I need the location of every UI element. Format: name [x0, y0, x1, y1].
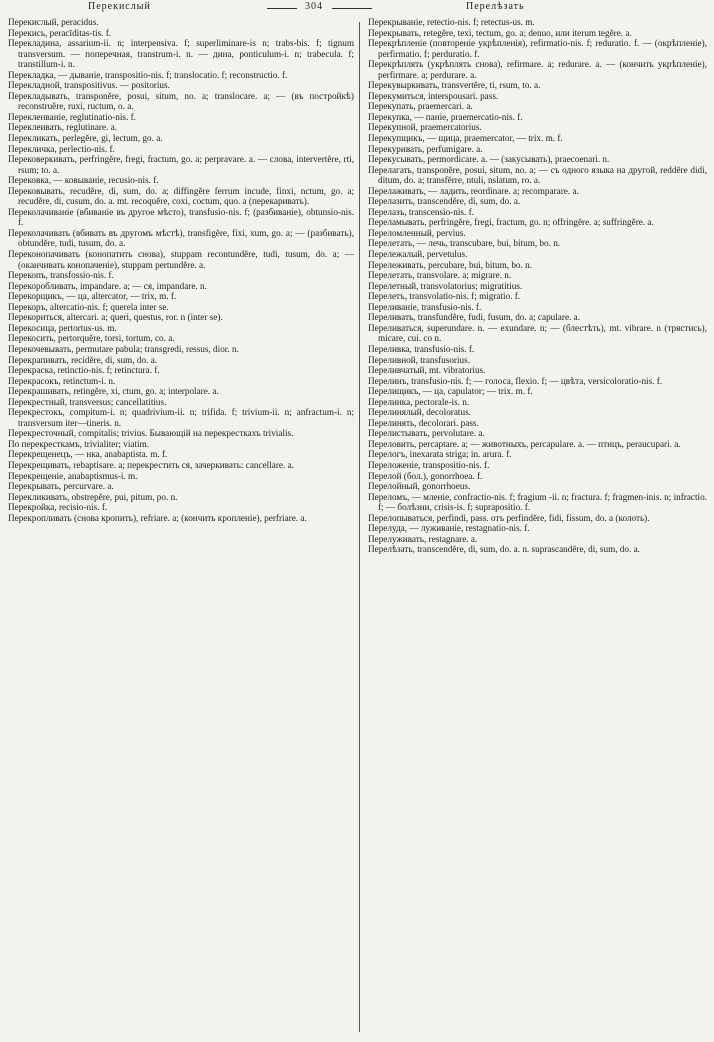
dictionary-entry: Переливчатый, mt. vibratorius. — [368, 365, 486, 376]
dictionary-entry: Переловить, percaptare. a; — животныхъ, percapulare. a. — птицъ, peraucupari. a. — [368, 438, 681, 449]
dictionary-entry: Перелинялый, decoloratus. — [368, 407, 471, 418]
dictionary-entry: Перелетать, — лечь, transcubare, bui, bitum, bo. n. — [368, 238, 561, 249]
dictionary-entry: Перекленванiе, reglutinatio-nis. f. — [8, 111, 136, 122]
header-rule-left — [267, 8, 297, 9]
running-head-left: Перекислый — [88, 1, 151, 12]
dictionary-entry: Перелетъ, transvolatio-nis. f; migratio. f. — [368, 291, 521, 302]
dictionary-entry: Перекрещенiе, anabaptismus-i. m. — [8, 470, 138, 481]
dictionary-entry: Перекориться, altercari. a; queri, questus, ror. n (inter se). — [8, 312, 223, 323]
dictionary-entry: По перекресткамъ, trivialiter; viatim. — [8, 438, 150, 449]
dictionary-entry: Перекраска, retinctio-nis. f; retinctura. f. — [8, 365, 160, 376]
dictionary-entry: Перележалый, pervetulus. — [368, 249, 468, 260]
dictionary-entry: Перекрыванiе, retectio-nis. f; retectus-us. m. — [368, 17, 535, 27]
dictionary-entry: Перекувыркивать, transvertĕre, ti, rsum, to. a. — [368, 80, 541, 91]
dictionary-entry: Переливной, transfusorius. — [368, 354, 471, 365]
dictionary-entry: Перелетный, transvolatorius; migratitius. — [368, 280, 523, 291]
page-number: 304 — [305, 1, 323, 12]
right-column — [368, 17, 707, 555]
dictionary-entry: Перелойный, gonorrhoeus. — [368, 481, 471, 492]
dictionary-entry: Перекись, peracīditas-tis. f. — [8, 27, 112, 38]
dictionary-entry: Перекрашивать, retingĕre, xi, ctum, go. a; interpolare. a. — [8, 386, 219, 397]
dictionary-entry: Перекрасокъ, retinctum-i. n. — [8, 375, 116, 386]
dictionary-entry: Перекопъ, transfossio-nis. f. — [8, 270, 114, 281]
dictionary-entry: Перелой (бол.), gonorrhoea. f. — [368, 470, 483, 481]
dictionary-entry: Перекислый, peracidus. — [8, 17, 99, 27]
dictionary-entry: Перекоръ, altercatio-nis. f; querela inter se. — [8, 301, 169, 312]
dictionary-entry: Перекресточный, compitalis; trivius. Бывающiй на перекресткахъ trivialis. — [8, 428, 294, 439]
dictionary-entry: Переливаться, superundare. n. — exundare. n; — (блестѣть), mt. vibrare. n (трястись), micare, cui. co n. — [368, 322, 707, 344]
dictionary-entry: Переломленный, pervius. — [368, 227, 466, 238]
dictionary-entry: Перекликивать, obstrepĕre, pui, pitum, po. n. — [8, 491, 178, 502]
running-head-right: Перелѣзать — [466, 1, 525, 12]
dictionary-entry: Перелуживать, restagnare. a. — [368, 533, 478, 544]
dictionary-entry: Перелинъ, transfusio-nis. f; — голоса, flexio. f; — цвѣта, versicoloratio-nis. f. — [368, 375, 663, 386]
dictionary-entry: Перекрывать, retegĕre, texi, tectum, go. a; denuo, или iterum tegĕre. a. — [368, 27, 632, 38]
dictionary-entry: Перекосить, pertorquĕre, torsi, tortum, co. a. — [8, 333, 175, 344]
column-divider — [359, 22, 360, 1032]
dictionary-entry: Переливать, transfundĕre, fudi, fusum, do. a; capulare. a. — [368, 312, 580, 323]
dictionary-entry: Перекрѣплять (укрѣплять снова), refirmare. a; redurare. a. — (кончить укрѣпленiе), perfirmare. a; perdurare. a. — [368, 59, 707, 80]
dictionary-entry: Перекупать, praemercari. a. — [368, 101, 473, 112]
dictionary-entry: Перекрещивать, rebaptisare. a; перекрестить ся, зачеркивать: cancellare. a. — [8, 459, 294, 470]
dictionary-entry: Перелинка, pectorale-is. n. — [368, 396, 470, 407]
dictionary-entry: Перекрестокъ, compitum-i. n; quadrivium-ii. n; trifida. f; trivium-ii. n; anfractum-i. n; transversum iter—tineris. n. — [8, 407, 354, 428]
dictionary-entry: Переконопачивать (конопатить снова), stuppam recontundĕre, tudi, tusum, do. a; — (оканчивать конопаченiе), stuppam pertundĕre. a. — [8, 249, 354, 270]
dictionary-entry: Перекрѣпленiе (повторенiе укрѣпленiя), refirmatio-nis. f; reduratio. f. — (окрѣпленiе), perfirmatio. f; perduratio. f. — [368, 38, 707, 59]
dictionary-entry: Перекрывать, percurvare. a. — [8, 481, 114, 492]
dictionary-entry: Перекличка, perlectio-nis. f. — [8, 143, 115, 154]
dictionary-entry: Перекупной, praemercatorius. — [368, 122, 482, 133]
dictionary-entry: Перекрапивать, recidĕre, di, sum, do. a. — [8, 354, 158, 365]
left-column — [8, 17, 354, 523]
dictionary-entry: Перелуда, — луживанiе, restagnatio-nis. f. — [368, 523, 530, 534]
dictionary-entry: Перекройка, recisio-nis. f. — [8, 502, 108, 513]
dictionary-entry: Переливанiе, transfusio-nis. f. — [368, 301, 482, 312]
dictionary-entry: Переложенiе, transpositio-nis. f. — [368, 459, 490, 470]
dictionary-entry: Перелаживать, — ладить, reordinare. a; recomparare. a. — [368, 185, 579, 196]
dictionary-entry: Перелистывать, pervolutare. a. — [368, 428, 485, 439]
dictionary-entry: Перекладной, transpositivus. — positorius. — [8, 80, 170, 91]
dictionary-entry: Перековеркивать, perfringĕre, fregi, fractum, go. a; perpravare. a. — слова, intervertĕre, rti, rsum; to. a. — [8, 154, 354, 175]
dictionary-entry: Переливка, transfusio-nis. f. — [368, 343, 475, 354]
dictionary-entry: Перекумиться, interspousari. pass. — [368, 90, 499, 101]
page-header — [0, 0, 714, 16]
dictionary-entry: Перекликать, perlegĕre, gi, lectum, go. a. — [8, 133, 163, 144]
dictionary-entry: Перелищикъ, — ца, capulator; — trix. m. f. — [368, 386, 533, 397]
dictionary-entry: Переколачиванiе (вбиванiе въ другое мѣсто), transfusio-nis. f; (разбиванiе), obtunsio-nis. f. — [8, 206, 354, 228]
header-rule-right — [332, 8, 372, 9]
dictionary-entry: Перекрестный, transversus; cancellatitius. — [8, 396, 167, 407]
dictionary-entry: Перекусывать, permordicare. a. — (закусывать), praecoenari. n. — [368, 154, 610, 165]
dictionary-entry: Перекорщикъ, — ца, altercator, — trix, m. f. — [8, 291, 177, 302]
dictionary-entry: Перекоробливать, impandare. a; — ся, impandare. n. — [8, 280, 207, 291]
dictionary-entry: Перекосица, pertortus-us. m. — [8, 322, 117, 333]
dictionary-entry: Перекладина, assarium-ii. n; interpensiva. f; superliminare-is n; trabs-bis. f; tignum transversum. — поперечная, transtrum-i. n. — дина, ponticulum-i. n; trabecula. f; transtillum-i. n. — [8, 38, 354, 70]
dictionary-entry: Перележивать, percubare, bui, bitum, bo. n. — [368, 259, 533, 270]
dictionary-entry: Перековка, — ковыванiе, recusio-nis. f. — [8, 175, 159, 186]
dictionary-entry: Перелагать, transponĕre, posui, situm, no. a; — съ одного языка на другой, reddĕre didi, ditum, do. a; transfĕrre, ntuli, nslatum, ro. a. — [368, 164, 707, 186]
dictionary-entry: Перековывать, recudĕre, di, sum, do. a; diffingĕre ferrum incude, finxi, nctum, go. a; recudĕre, di, cusum, do. a. mt. recoquĕre, coxi, coctum, quo. a (перекаривать). — [8, 185, 354, 207]
dictionary-entry: Перекуривать, perfumigare. a. — [368, 143, 483, 154]
dictionary-entry: Переклеивать, reglutinare. a. — [8, 122, 118, 133]
dictionary-entry: Перелетать, transvolare. a; migrare. n. — [368, 270, 512, 281]
dictionary-entry: Перекупщикъ, — щица, praemercator, — trix. m. f. — [368, 133, 563, 144]
dictionary-entry: Перелогъ, inexarata striga; in. arura. f. — [368, 449, 512, 460]
dictionary-entry: Перелазъ, transcensio-nis. f. — [368, 206, 474, 217]
dictionary-entry: Перелинять, decolorari. pass. — [368, 417, 479, 428]
dictionary-entry: Переломъ, — мленiе, confractio-nis. f; fragium -ii. n; fractura. f; fragmen-inis. n; infractio. f; — болѣзни, crisis-is. f; suprapositio. f. — [368, 491, 707, 513]
dictionary-entry: Перекочевывать, permutare pabula; transgredi, ressus, dior. n. — [8, 343, 239, 354]
dictionary-entry: Перелѣзать, transcendĕre, di, sum, do. a. n. suprascandĕre, di, sum, do. a. — [368, 544, 640, 555]
dictionary-entry: Перекрещенецъ, — нка, anabaptista. m. f. — [8, 449, 168, 460]
dictionary-entry: Переколачивать (вбивать въ другомъ мѣстѣ), transfigĕre, fixi, xum, go. a; — (разбивать), obtundĕre, tudi, tusum, do. a. — [8, 227, 354, 249]
dictionary-entry: Переламывать, perfringĕre, fregi, fractum, go. n; offringĕre. a; suffringĕre. a. — [368, 217, 654, 228]
dictionary-entry: Перекладывать, transponĕre, posui, situm, no. a; translocare. a; — (въ постройкѣ) reconstruĕre, ruxi, ructum, o. a. — [8, 90, 354, 112]
dictionary-entry: Перелопываться, perfindi, pass. отъ perfindĕre, fidi, fissum, do. a (колоть). — [368, 512, 650, 523]
dictionary-entry: Перекропливать (снова кропить), refriare. a; (кончить кропленiе), perfriare. a. — [8, 512, 307, 523]
dictionary-entry: Перекупка, — панiе, praemercatio-nis. f. — [368, 111, 523, 122]
dictionary-entry: Перекладка, — дыванiе, transpositio-nis. f; translocatio. f; reconstructio. f. — [8, 69, 288, 80]
dictionary-entry: Перелазить, transcendĕre, di, sum, do. a. — [368, 196, 521, 207]
